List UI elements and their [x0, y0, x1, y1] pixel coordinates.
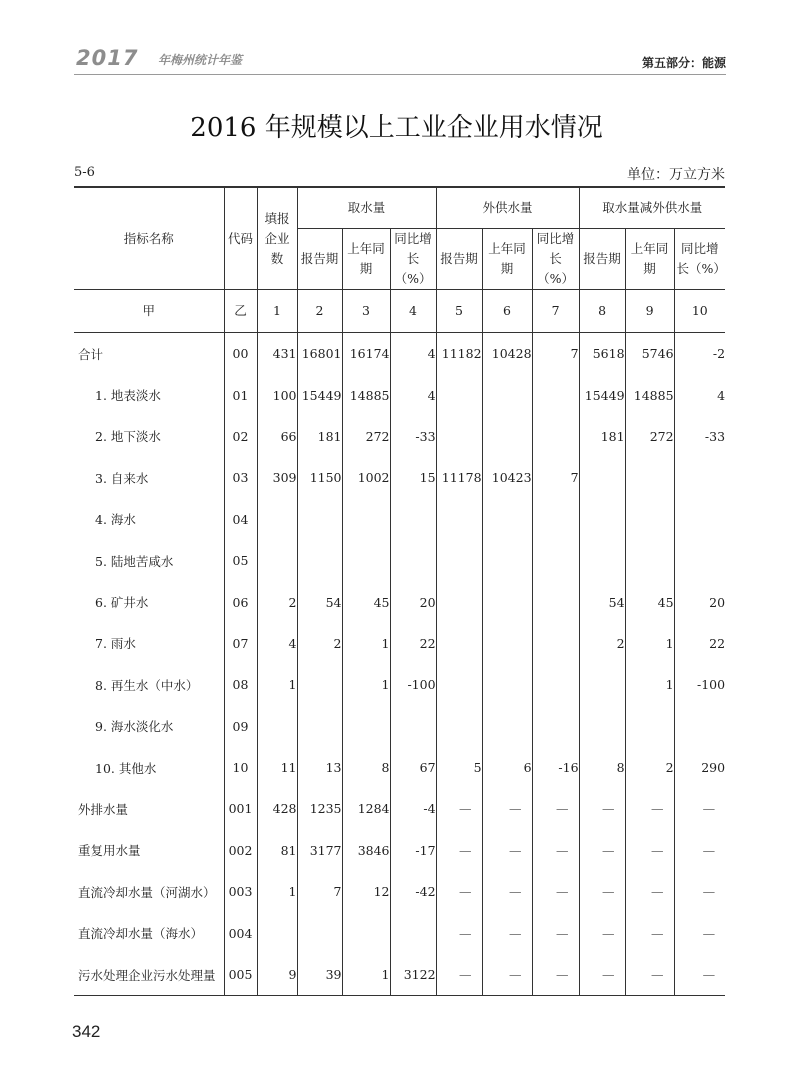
row-name: 2. 地下淡水	[74, 416, 224, 457]
cell-value	[390, 706, 436, 747]
cell-value: 54	[579, 581, 625, 622]
table-row	[74, 788, 725, 829]
row-code: 06	[224, 581, 257, 622]
index-cell: 4	[390, 290, 436, 333]
cell-value: —	[674, 912, 725, 953]
cell-value: 1235	[297, 788, 342, 829]
cell-value: -42	[390, 871, 436, 912]
cell-value: 16174	[342, 333, 390, 375]
row-code: 00	[224, 333, 257, 375]
table-row	[74, 499, 725, 540]
index-cell: 甲	[74, 290, 224, 333]
row-name: 5. 陆地苦咸水	[74, 540, 224, 581]
cell-value: -33	[674, 416, 725, 457]
index-cell: 7	[532, 290, 579, 333]
index-cell: 5	[436, 290, 482, 333]
cell-value: 7	[297, 871, 342, 912]
water-use-table	[74, 186, 725, 996]
row-name: 6. 矿井水	[74, 581, 224, 622]
cell-value	[532, 416, 579, 457]
table-row	[74, 664, 725, 705]
cell-value: 4	[674, 374, 725, 415]
cell-value: 3122	[390, 954, 436, 996]
cell-value	[625, 540, 674, 581]
table-row	[74, 333, 725, 375]
row-code: 05	[224, 540, 257, 581]
cell-value: 272	[625, 416, 674, 457]
row-name: 7. 雨水	[74, 623, 224, 664]
sub-header: 上年同期	[625, 229, 674, 290]
table-row	[74, 540, 725, 581]
row-code: 01	[224, 374, 257, 415]
row-name: 合计	[74, 333, 224, 375]
table-row	[74, 623, 725, 664]
cell-value: 181	[297, 416, 342, 457]
cell-value	[482, 581, 532, 622]
index-cell: 9	[625, 290, 674, 333]
cell-value: —	[625, 830, 674, 871]
cell-value: —	[674, 788, 725, 829]
sub-header: 上年同期	[482, 229, 532, 290]
cell-value: —	[674, 830, 725, 871]
cell-value: —	[579, 788, 625, 829]
col-group-intake: 取水量	[297, 187, 436, 229]
row-code: 005	[224, 954, 257, 996]
cell-value: 15449	[297, 374, 342, 415]
cell-value: 2	[257, 581, 297, 622]
yearbook-name: 年梅州统计年鉴	[158, 53, 243, 67]
cell-value: —	[625, 788, 674, 829]
index-cell: 1	[257, 290, 297, 333]
cell-value: 1	[257, 664, 297, 705]
cell-value	[532, 706, 579, 747]
cell-value: —	[482, 871, 532, 912]
header-row-groups	[74, 187, 725, 229]
cell-value	[532, 581, 579, 622]
col-header-enterprises: 填报企业数	[257, 187, 297, 290]
cell-value	[482, 416, 532, 457]
cell-value	[482, 664, 532, 705]
cell-value: 15	[390, 457, 436, 498]
cell-value: 5618	[579, 333, 625, 375]
cell-value: -17	[390, 830, 436, 871]
cell-value: -100	[390, 664, 436, 705]
cell-value: 67	[390, 747, 436, 788]
cell-value: —	[579, 830, 625, 871]
cell-value: —	[482, 912, 532, 953]
cell-value	[674, 499, 725, 540]
cell-value	[297, 499, 342, 540]
cell-value	[532, 664, 579, 705]
cell-value: 1	[625, 623, 674, 664]
cell-value	[482, 499, 532, 540]
page-title: 2016 年规模以上工业企业用水情况	[190, 113, 603, 143]
cell-value	[297, 664, 342, 705]
sub-header: 报告期	[297, 229, 342, 290]
cell-value: 9	[257, 954, 297, 996]
cell-value: 1284	[342, 788, 390, 829]
cell-value: 1	[257, 871, 297, 912]
cell-value: —	[532, 830, 579, 871]
table-row	[74, 416, 725, 457]
cell-value: 66	[257, 416, 297, 457]
cell-value: -2	[674, 333, 725, 375]
cell-value	[532, 374, 579, 415]
sub-header: 报告期	[436, 229, 482, 290]
cell-value: -16	[532, 747, 579, 788]
cell-value	[436, 623, 482, 664]
cell-value	[532, 540, 579, 581]
cell-value	[297, 540, 342, 581]
cell-value: —	[579, 954, 625, 996]
cell-value	[436, 499, 482, 540]
cell-value: 6	[482, 747, 532, 788]
cell-value: 14885	[625, 374, 674, 415]
cell-value: 22	[390, 623, 436, 664]
table-row	[74, 871, 725, 912]
cell-value	[342, 499, 390, 540]
cell-value	[625, 499, 674, 540]
sub-header: 同比增长（%）	[532, 229, 579, 290]
cell-value: —	[532, 954, 579, 996]
cell-value	[532, 623, 579, 664]
cell-value: 14885	[342, 374, 390, 415]
cell-value: —	[482, 830, 532, 871]
cell-value: 54	[297, 581, 342, 622]
cell-value	[674, 540, 725, 581]
sub-header: 同比增长（%）	[674, 229, 725, 290]
page-number: 342	[72, 1022, 101, 1041]
cell-value: 2	[579, 623, 625, 664]
cell-value: 428	[257, 788, 297, 829]
cell-value	[257, 912, 297, 953]
cell-value: 11182	[436, 333, 482, 375]
col-header-name: 指标名称	[74, 187, 224, 290]
cell-value: —	[532, 912, 579, 953]
cell-value	[257, 706, 297, 747]
cell-value: 1	[342, 623, 390, 664]
cell-value: 7	[532, 333, 579, 375]
cell-value: 4	[257, 623, 297, 664]
index-cell: 乙	[224, 290, 257, 333]
cell-value: —	[579, 871, 625, 912]
cell-value: 3846	[342, 830, 390, 871]
row-name: 直流冷却水量（河湖水）	[74, 871, 224, 912]
cell-value	[579, 457, 625, 498]
cell-value: —	[625, 871, 674, 912]
cell-value: 431	[257, 333, 297, 375]
cell-value: 290	[674, 747, 725, 788]
cell-value	[297, 706, 342, 747]
cell-value: —	[436, 954, 482, 996]
cell-value: —	[625, 912, 674, 953]
col-group-net: 取水量减外供水量	[579, 187, 725, 229]
sub-header: 上年同期	[342, 229, 390, 290]
cell-value: —	[436, 788, 482, 829]
index-cell: 2	[297, 290, 342, 333]
cell-value: 1	[342, 664, 390, 705]
table-row	[74, 457, 725, 498]
running-header	[74, 44, 726, 75]
row-name: 8. 再生水（中水）	[74, 664, 224, 705]
cell-value: 1	[342, 954, 390, 996]
cell-value: 1150	[297, 457, 342, 498]
cell-value: 11	[257, 747, 297, 788]
row-name: 直流冷却水量（海水）	[74, 912, 224, 953]
cell-value: 15449	[579, 374, 625, 415]
cell-value	[436, 706, 482, 747]
cell-value: -4	[390, 788, 436, 829]
section-label: 第五部分：能源	[641, 56, 726, 70]
cell-value: 45	[342, 581, 390, 622]
cell-value: 13	[297, 747, 342, 788]
row-code: 03	[224, 457, 257, 498]
cell-value: 81	[257, 830, 297, 871]
table-number: 5-6	[74, 165, 95, 180]
header-row-index	[74, 290, 725, 333]
table-row	[74, 706, 725, 747]
cell-value: 4	[390, 374, 436, 415]
cell-value: 20	[390, 581, 436, 622]
cell-value	[579, 540, 625, 581]
cell-value	[579, 706, 625, 747]
cell-value: —	[482, 954, 532, 996]
cell-value: 8	[579, 747, 625, 788]
cell-value: 5	[436, 747, 482, 788]
cell-value: —	[436, 912, 482, 953]
cell-value: 2	[625, 747, 674, 788]
sub-header: 报告期	[579, 229, 625, 290]
cell-value	[257, 540, 297, 581]
cell-value	[579, 499, 625, 540]
row-code: 07	[224, 623, 257, 664]
cell-value	[436, 664, 482, 705]
cell-value	[342, 706, 390, 747]
cell-value: 22	[674, 623, 725, 664]
cell-value	[674, 706, 725, 747]
row-name: 3. 自来水	[74, 457, 224, 498]
row-name: 外排水量	[74, 788, 224, 829]
row-code: 004	[224, 912, 257, 953]
row-code: 001	[224, 788, 257, 829]
cell-value	[257, 499, 297, 540]
cell-value: —	[532, 788, 579, 829]
table-row	[74, 581, 725, 622]
cell-value: 4	[390, 333, 436, 375]
cell-value: 20	[674, 581, 725, 622]
row-code: 09	[224, 706, 257, 747]
row-name: 1. 地表淡水	[74, 374, 224, 415]
cell-value	[390, 912, 436, 953]
cell-value	[482, 374, 532, 415]
cell-value	[436, 540, 482, 581]
row-name: 污水处理企业污水处理量	[74, 954, 224, 996]
cell-value	[342, 912, 390, 953]
cell-value: —	[625, 954, 674, 996]
cell-value	[532, 499, 579, 540]
row-name: 10. 其他水	[74, 747, 224, 788]
cell-value: —	[436, 830, 482, 871]
cell-value	[482, 540, 532, 581]
cell-value: 181	[579, 416, 625, 457]
cell-value: 100	[257, 374, 297, 415]
cell-value	[390, 540, 436, 581]
cell-value	[390, 499, 436, 540]
col-group-supplied: 外供水量	[436, 187, 579, 229]
cell-value: 7	[532, 457, 579, 498]
table-row	[74, 747, 725, 788]
cell-value	[625, 706, 674, 747]
cell-value: —	[674, 954, 725, 996]
row-name: 9. 海水淡化水	[74, 706, 224, 747]
row-code: 02	[224, 416, 257, 457]
cell-value: —	[579, 912, 625, 953]
row-code: 10	[224, 747, 257, 788]
cell-value	[579, 664, 625, 705]
row-code: 002	[224, 830, 257, 871]
yearbook-year: 2017	[76, 46, 139, 70]
cell-value: 309	[257, 457, 297, 498]
cell-value: 10428	[482, 333, 532, 375]
cell-value: 10423	[482, 457, 532, 498]
row-name: 重复用水量	[74, 830, 224, 871]
cell-value: 16801	[297, 333, 342, 375]
sub-header: 同比增长（%）	[390, 229, 436, 290]
row-code: 003	[224, 871, 257, 912]
table-row	[74, 954, 725, 996]
cell-value: 8	[342, 747, 390, 788]
cell-value	[297, 912, 342, 953]
cell-value: -33	[390, 416, 436, 457]
row-code: 04	[224, 499, 257, 540]
index-cell: 10	[674, 290, 725, 333]
cell-value: 1	[625, 664, 674, 705]
cell-value	[436, 416, 482, 457]
index-cell: 6	[482, 290, 532, 333]
cell-value	[342, 540, 390, 581]
cell-value	[482, 623, 532, 664]
cell-value: 12	[342, 871, 390, 912]
cell-value: —	[532, 871, 579, 912]
cell-value: -100	[674, 664, 725, 705]
cell-value: —	[436, 871, 482, 912]
row-name: 4. 海水	[74, 499, 224, 540]
col-header-code: 代码	[224, 187, 257, 290]
cell-value: 45	[625, 581, 674, 622]
cell-value: 272	[342, 416, 390, 457]
cell-value: 2	[297, 623, 342, 664]
cell-value: —	[674, 871, 725, 912]
cell-value	[436, 374, 482, 415]
unit-label: 单位：万立方米	[627, 167, 725, 183]
cell-value	[482, 706, 532, 747]
cell-value	[674, 457, 725, 498]
table-body	[74, 333, 725, 996]
cell-value: —	[482, 788, 532, 829]
table-row	[74, 374, 725, 415]
row-code: 08	[224, 664, 257, 705]
cell-value	[625, 457, 674, 498]
cell-value: 11178	[436, 457, 482, 498]
table-row	[74, 830, 725, 871]
index-cell: 8	[579, 290, 625, 333]
cell-value: 1002	[342, 457, 390, 498]
cell-value: 39	[297, 954, 342, 996]
cell-value: 3177	[297, 830, 342, 871]
cell-value	[436, 581, 482, 622]
table-row	[74, 912, 725, 953]
cell-value: 5746	[625, 333, 674, 375]
index-cell: 3	[342, 290, 390, 333]
